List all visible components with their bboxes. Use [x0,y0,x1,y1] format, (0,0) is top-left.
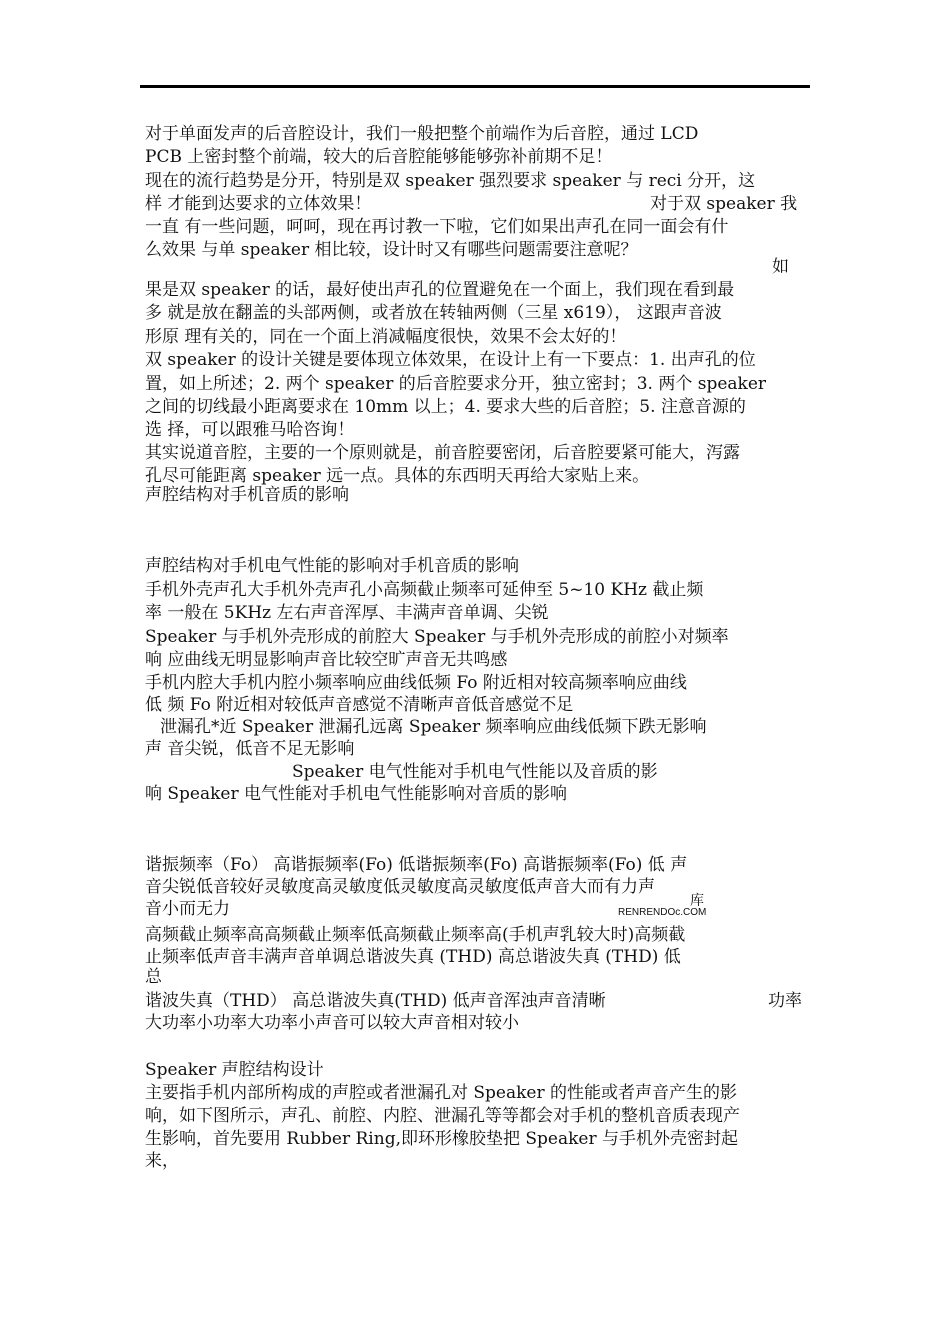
header-rule [140,85,810,88]
watermark-char: 库 [690,892,704,908]
text-line: 总 [145,967,162,987]
text-line: 来， [145,1151,179,1171]
section-heading: 声腔结构对手机音质的影响 [145,485,349,505]
text-line: 音小而无力 [145,899,230,919]
text-line: 样 才能到达要求的立体效果！ [145,194,372,214]
watermark-site: RENRENDOc.COM [618,907,707,918]
text-line: 低 频 Fo 附近相对较低声音感觉不清晰声音低音感觉不足 [145,695,574,715]
text-line: 音尖锐低音较好灵敏度高灵敏度低灵敏度高灵敏度低声音大而有力声 [145,877,655,897]
text-line: 对于单面发声的后音腔设计，我们一般把整个前端作为后音腔，通过 LCD [145,124,699,144]
text-line: 置，如上所述；2. 两个 speaker 的后音腔要求分开，独立密封；3. 两个 speaker [145,374,767,394]
text-line: 果是双 speaker 的话，最好使出声孔的位置避免在一个面上，我们现在看到最 [145,280,735,300]
text-line: PCB 上密封整个前端，较大的后音腔能够能够弥补前期不足！ [145,147,613,167]
text-line: 功率 [768,991,802,1011]
text-line: 主要指手机内部所构成的声腔或者泄漏孔对 Speaker 的性能或者声音产生的影 [145,1083,738,1103]
text-line: 响 Speaker 电气性能对手机电气性能影响对音质的影响 [145,784,568,804]
text-line: 生影响，首先要用 Rubber Ring,即环形橡胶垫把 Speaker 与手机外壳密封起 [145,1129,738,1149]
text-line: 现在的流行趋势是分开，特别是双 speaker 强烈要求 speaker 与 reci 分开，这 [145,171,756,191]
text-line: 如 [772,257,789,277]
text-line: 大功率小功率大功率小声音可以较大声音相对较小 [145,1013,519,1033]
text-line: 手机内腔大手机内腔小频率响应曲线低频 Fo 附近相对较高频率响应曲线 [145,673,687,693]
text-line: 之间的切线最小距离要求在 10mm 以上；4. 要求大些的后音腔；5. 注意音源的 [145,397,746,417]
text-line: 其实说道音腔，主要的一个原则就是，前音腔要密闭，后音腔要紧可能大，泻露 [145,443,740,463]
text-line: Speaker 电气性能对手机电气性能以及音质的影 [292,762,658,782]
text-line: 泄漏孔*近 Speaker 泄漏孔远离 Speaker 频率响应曲线低频下跌无影响 [160,717,707,737]
text-line: 高频截止频率高高频截止频率低高频截止频率高(手机声乳较大时)高频截 [145,925,686,945]
text-line: 孔尽可能距离 speaker 远一点。具体的东西明天再给大家贴上来。 [145,466,650,486]
text-line: 谐波失真（THD） 高总谐波失真(THD) 低声音浑浊声音清晰 [145,991,606,1011]
text-line: 手机外壳声孔大手机外壳声孔小高频截止频率可延伸至 5~10 KHz 截止频 [145,580,704,600]
text-line: Speaker 与手机外壳形成的前腔大 Speaker 与手机外壳形成的前腔小对频率 [145,627,729,647]
text-line: 形原 理有关的，同在一个面上消减幅度很快，效果不会太好的！ [145,327,627,347]
text-line: 声 音尖锐，低音不足无影响 [145,739,355,759]
text-line: 多 就是放在翻盖的头部两侧，或者放在转轴两侧（三星 x619）， 这跟声音波 [145,303,722,323]
text-line: 率 一般在 5KHz 左右声音浑厚、丰满声音单调、尖锐 [145,603,549,623]
text-line: 止频率低声音丰满声音单调总谐波失真 (THD) 高总谐波失真 (THD) 低 [145,947,681,967]
section-heading: 声腔结构对手机电气性能的影响对手机音质的影响 [145,556,519,576]
text-line: 谐振频率（Fo） 高谐振频率(Fo) 低谐振频率(Fo) 高谐振频率(Fo) 低 声 [145,855,688,875]
text-line: 响 应曲线无明显影响声音比较空旷声音无共鸣感 [145,650,508,670]
text-line: 么效果 与单 speaker 相比较，设计时又有哪些问题需要注意呢？ [145,240,638,260]
section-heading: Speaker 声腔结构设计 [145,1060,324,1080]
text-line: 对于双 speaker 我 [650,194,798,214]
text-line: 选 择，可以跟雅马哈咨询！ [145,420,355,440]
text-line: 响，如下图所示，声孔、前腔、内腔、泄漏孔等等都会对手机的整机音质表现产 [145,1106,740,1126]
text-line: 一直 有一些问题，呵呵，现在再讨教一下啦，它们如果出声孔在同一面会有什 [145,217,729,237]
text-line: 双 speaker 的设计关键是要体现立体效果，在设计上有一下要点：1. 出声孔的位 [145,350,756,370]
